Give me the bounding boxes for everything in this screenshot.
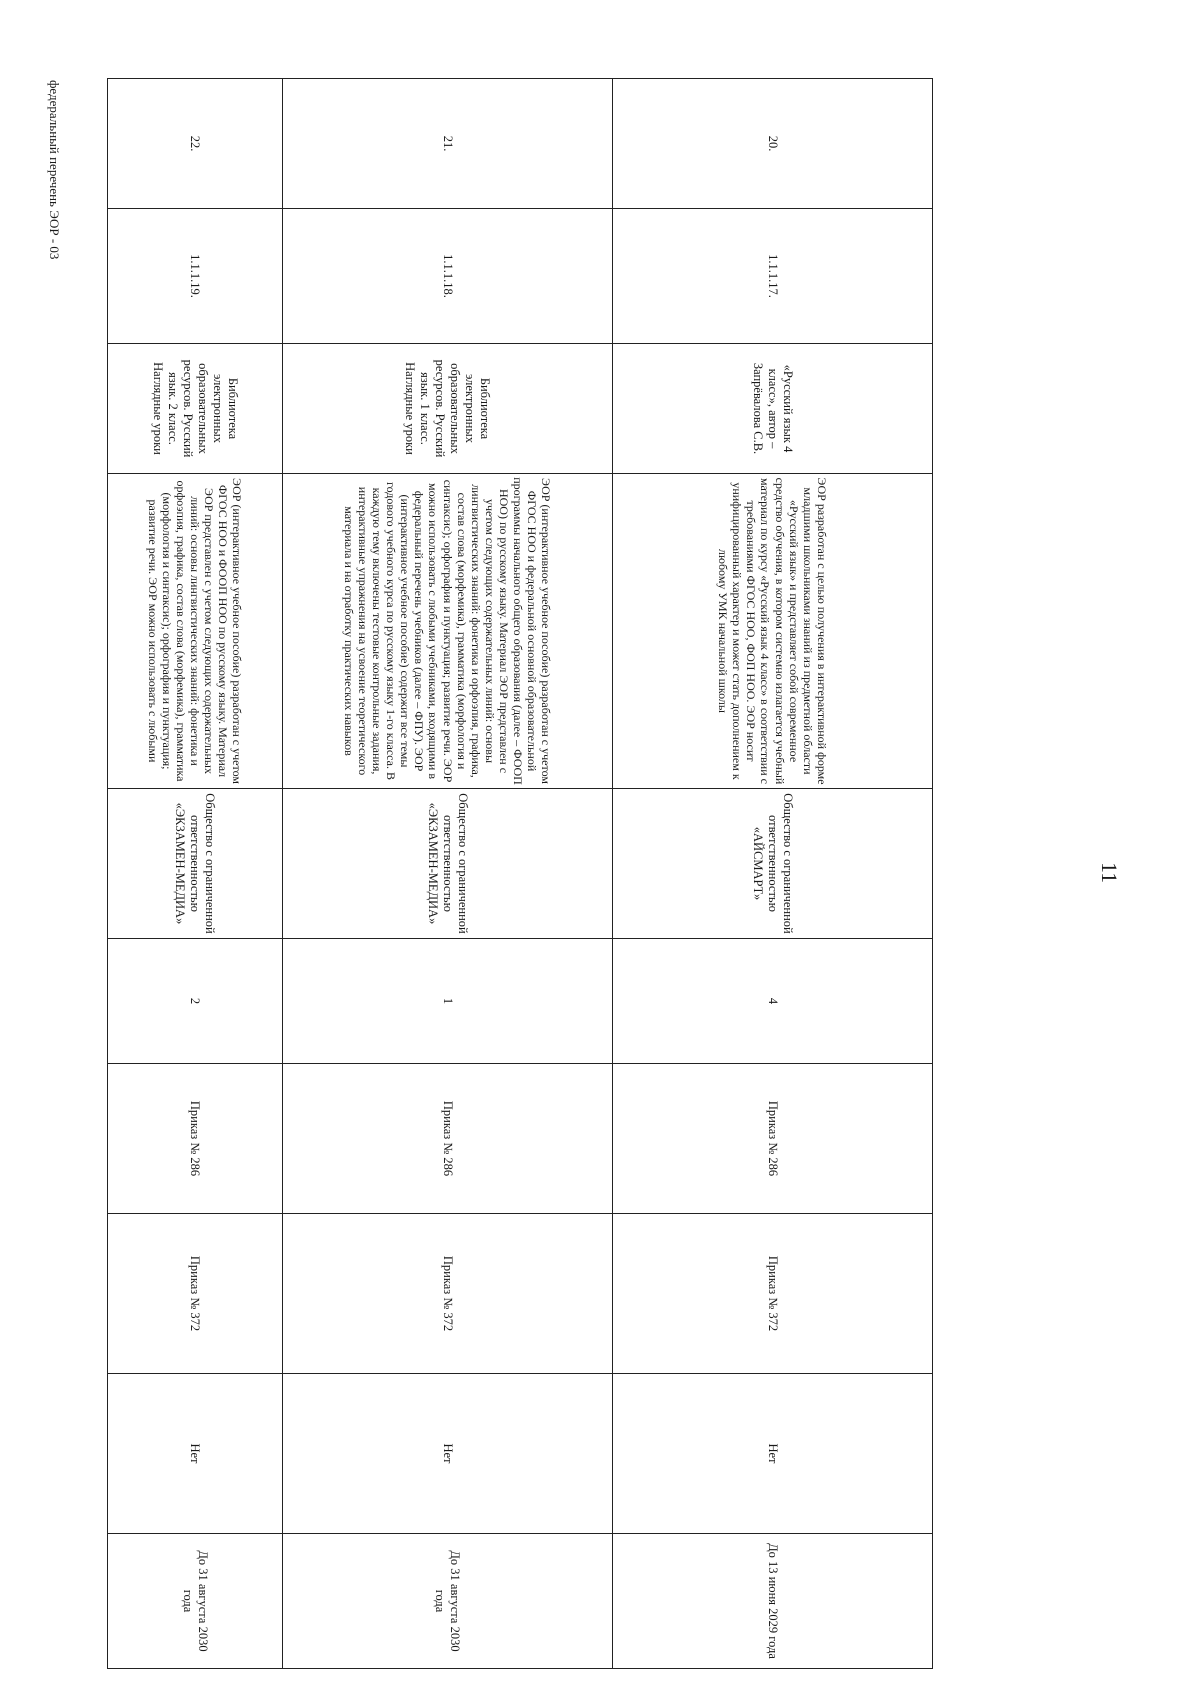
row-description: ЭОР (интерактивное учебное пособие) разработан с учетом ФГОС НОО и федеральной основной образовательной программы начального общего образования (далее – ФООП НОО) по русскому языку. Материал ЭОР представлен с учетом следующих содержательных линий: основы лингвистических знаний: фонетика и орфоэпия, графика, состав слова (морфемика), грамматика (морфология и синтаксис); орфография и пунктуация; развитие речи. ЭОР можно использовать с любыми учебниками, входящими в федеральный перечень учебников (далее – ФПУ). ЭОР (интерактивное учебное пособие) содержит все темы годового учебного курса по русскому языку 1-го класса. В каждую тему включены тестовые контрольные задания, интерактивные упражнения на усвоение теоретического материала и на отработку практических навыков xyxy=(283,474,613,789)
row-code: 1.1.1.17. xyxy=(613,209,933,344)
row-number: 22. xyxy=(108,79,283,209)
row-flag: Нет xyxy=(613,1374,933,1534)
row-deadline: До 31 августа 2030 года xyxy=(283,1534,613,1669)
footer-label-text: федеральный перечень ЭОР - 03 xyxy=(47,80,62,260)
row-order-1: Приказ № 286 xyxy=(283,1064,613,1214)
page-number xyxy=(1098,862,1128,902)
row-order-1: Приказ № 286 xyxy=(108,1064,283,1214)
row-description: ЭОР разработан с целью получения в интерактивной форме младшими школьниками знаний из предметной области «Русский язык» и представляет собой современное средство обучения, в котором системно излагается учебный материал по курсу «Русский язык 4 класс» в соответствии с требованиями ФГОС НОО, ФОП НОО. ЭОР носит унифицированный характер и может стать дополнением к любому УМК начальной школы xyxy=(613,474,933,789)
row-order-2: Приказ № 372 xyxy=(108,1214,283,1374)
table-row xyxy=(283,79,613,1669)
row-title: «Русский язык 4 класс», автор – Запрёвалова С.В. xyxy=(613,344,933,474)
row-deadline: До 13 июня 2029 года xyxy=(613,1534,933,1669)
document-table-rotated xyxy=(108,78,933,1668)
row-description: ЭОР (интерактивное учебное пособие) разработан с учетом ФГОС НОО и ФООП НОО по русскому языку. Материал ЭОР представлен с учетом следующих содержательных линий: основы лингвистических знаний: фонетика и орфоэпия, графика, состав слова (морфемика), грамматика (морфология и синтаксис); орфография и пунктуация; развитие речи. ЭОР можно использовать с любыми xyxy=(108,474,283,789)
row-number: 20. xyxy=(613,79,933,209)
page-number-text: 11 xyxy=(1097,862,1122,884)
footer-label xyxy=(48,80,62,340)
row-title: Библиотека электронных образовательных ресурсов. Русский язык. 2 класс. Наглядные уроки xyxy=(108,344,283,474)
row-organization: Общество с ограниченной ответственностью «ЭКЗАМЕН-МЕДИА» xyxy=(283,789,613,939)
row-flag: Нет xyxy=(108,1374,283,1534)
row-grade: 4 xyxy=(613,939,933,1064)
row-order-2: Приказ № 372 xyxy=(613,1214,933,1374)
row-organization: Общество с ограниченной ответственностью «ЭКЗАМЕН-МЕДИА» xyxy=(108,789,283,939)
table-row xyxy=(108,79,283,1669)
row-organization: Общество с ограниченной ответственностью «АЙСМАРТ» xyxy=(613,789,933,939)
row-order-2: Приказ № 372 xyxy=(283,1214,613,1374)
row-title: Библиотека электронных образовательных ресурсов. Русский язык. 1 класс. Наглядные уроки xyxy=(283,344,613,474)
table-row xyxy=(613,79,933,1669)
row-order-1: Приказ № 286 xyxy=(613,1064,933,1214)
row-deadline: До 31 августа 2030 года xyxy=(108,1534,283,1669)
row-code: 1.1.1.18. xyxy=(283,209,613,344)
row-code: 1.1.1.19. xyxy=(108,209,283,344)
row-flag: Нет xyxy=(283,1374,613,1534)
document-table-wrap xyxy=(108,78,933,1698)
row-number: 21. xyxy=(283,79,613,209)
row-grade: 1 xyxy=(283,939,613,1064)
row-grade: 2 xyxy=(108,939,283,1064)
eor-table xyxy=(107,78,933,1669)
